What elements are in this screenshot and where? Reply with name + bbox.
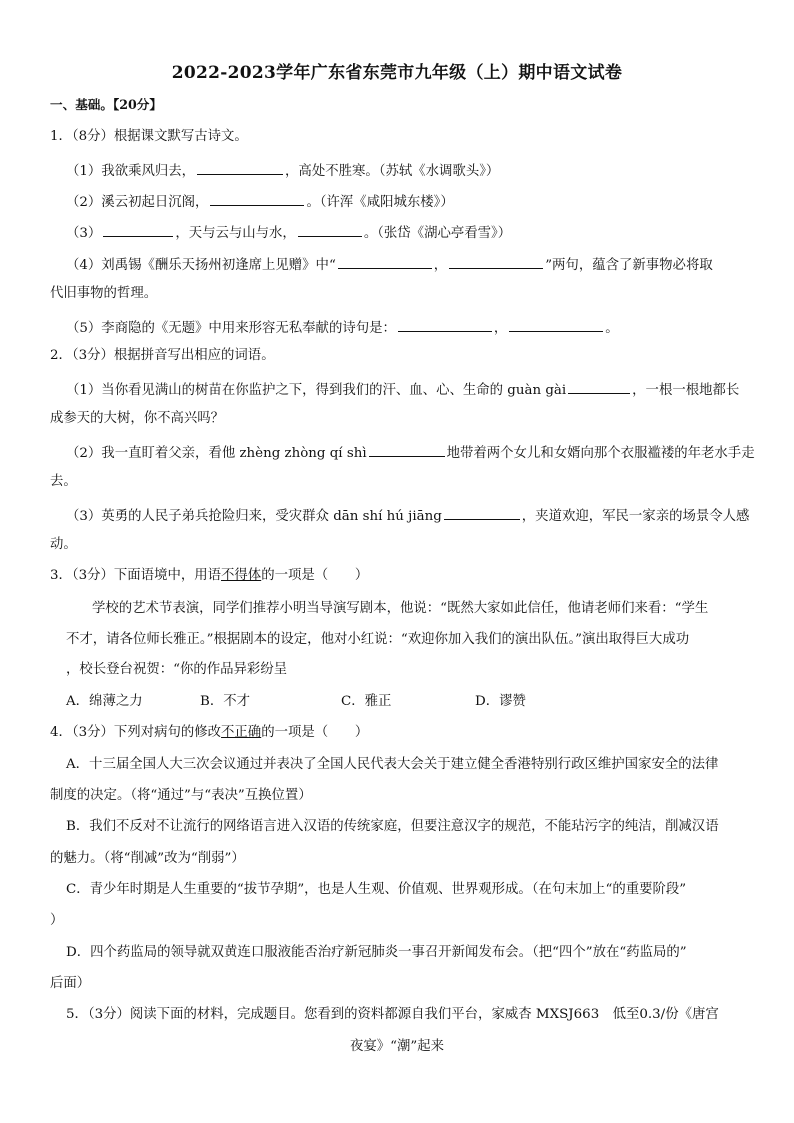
q4-option-b-cont: 的魅力。（将“削减”改为“削弱”） <box>50 851 245 866</box>
q1-item-4-text-c: ”两句，蕴含了新事物必将取 <box>545 258 713 273</box>
q4-stem-underlined: 不正确 <box>221 725 262 740</box>
q1-item-5-text-c: 。 <box>605 321 619 336</box>
q1-stem: 1．（8分）根据课文默写古诗文。 <box>50 129 248 144</box>
q4-option-c-cont: ） <box>50 913 64 928</box>
q4-stem-text-a: 4．（3分）下列对病句的修改 <box>50 725 222 740</box>
q4-option-a-cont: 制度的决定。（将“通过”与“表决”互换位置） <box>50 788 312 803</box>
q4-stem <box>50 724 368 742</box>
q2-item-1-text-b: ，一根一根地都长 <box>632 383 740 398</box>
q1-item-2 <box>66 191 454 212</box>
q1-item-2-text-a: （2）溪云初起日沉阁， <box>66 195 209 210</box>
q2-item-1-cont: 成参天的大树，你不高兴吗？ <box>50 411 225 426</box>
q2-item-2 <box>66 442 755 463</box>
q2-item-2-text-b: 地带着两个女儿和女婿向那个衣服褴褛的年老水手走 <box>446 446 755 461</box>
q3-stem <box>50 567 368 585</box>
q1-item-4-cont: 代旧事物的哲理。 <box>50 286 158 301</box>
q1-item-1 <box>66 160 499 181</box>
q1-item-4 <box>66 254 713 275</box>
q2-item-3 <box>66 505 749 526</box>
answer-blank[interactable] <box>210 191 304 206</box>
q4-option-a[interactable]: A．十三届全国人大三次会议通过并表决了全国人民代表大会关于建立健全香港特别行政区维护国家安全的法律 <box>66 757 719 772</box>
q2-item-1-text-a: （1）当你看见满山的树苗在你监护之下，得到我们的汗、血、心、生命的 guàn gài <box>66 383 567 398</box>
q1-item-3-text-c: 。（张岱《湖心亭看雪》） <box>363 226 512 241</box>
q3-passage-line-3: ，校长登台祝贺：“你的作品异彩纷呈 <box>66 662 288 677</box>
option-b[interactable]: B．不才 <box>200 694 251 709</box>
q2-item-1 <box>66 379 739 400</box>
answer-blank[interactable] <box>369 442 445 457</box>
q2-item-2-cont: 去。 <box>50 474 77 489</box>
q1-item-5 <box>66 317 619 338</box>
q4-option-d-cont: 后面） <box>50 976 91 991</box>
answer-blank[interactable] <box>298 222 362 237</box>
q1-item-3 <box>66 222 511 243</box>
q2-item-3-cont: 动。 <box>50 537 77 552</box>
answer-blank[interactable] <box>338 254 432 269</box>
q5-stem: 5．（3分）阅读下面的材料，完成题目。您看到的资料都源自我们平台，家威杏 MXSJ663 低至0.3/份《唐宫 <box>66 1007 719 1022</box>
q2-item-2-text-a: （2）我一直盯着父亲，看他 zhèng zhòng qí shì <box>66 446 367 461</box>
q1-item-1-text-b: ，高处不胜寒。（苏轼《水调歌头》） <box>285 164 500 179</box>
answer-blank[interactable] <box>197 160 283 175</box>
answer-blank[interactable] <box>509 317 603 332</box>
q3-passage-line-2: 不才，请各位师长雅正。”根据剧本的设定，他对小红说：“欢迎你加入我们的演出队伍。”演出取得巨大成功 <box>66 632 690 647</box>
q1-item-4-text-b: ， <box>433 258 448 273</box>
q1-item-2-text-b: 。（许浑《咸阳城东楼》） <box>306 195 454 210</box>
q1-item-3-text-a: （3） <box>66 226 102 241</box>
q2-item-3-text-a: （3）英勇的人民子弟兵抢险归来，受灾群众 dān shí hú jiāng <box>66 509 442 524</box>
q5-stem-cont: 夜宴》“潮”起来 <box>349 1039 445 1054</box>
option-c[interactable]: C．雅正 <box>341 694 392 709</box>
answer-blank[interactable] <box>449 254 543 269</box>
q1-item-3-text-b: ，天与云与山与水， <box>175 226 296 241</box>
q1-item-4-text-a: （4）刘禹锡《酬乐天扬州初逢席上见赠》中“ <box>66 258 336 273</box>
q4-option-d[interactable]: D．四个药监局的领导就双黄连口服液能否治疗新冠肺炎一事召开新闻发布会。（把“四个”放在“药监局的” <box>66 945 687 960</box>
q3-options <box>66 693 575 711</box>
q1-item-5-text-a: （5）李商隐的《无题》中用来形容无私奉献的诗句是： <box>66 321 396 336</box>
answer-blank[interactable] <box>444 505 520 520</box>
q3-stem-text-a: 3．（3分）下面语境中，用语 <box>50 568 222 583</box>
q2-item-3-text-b: ，夹道欢迎，军民一家亲的场景令人感 <box>521 509 750 524</box>
answer-blank[interactable] <box>103 222 173 237</box>
q3-stem-text-b: 的一项是（ ） <box>261 568 369 583</box>
q2-stem: 2．（3分）根据拼音写出相应的词语。 <box>50 348 275 363</box>
q1-item-5-text-b: ， <box>493 321 508 336</box>
section-heading: 一、基础。【20分】 <box>50 97 162 112</box>
answer-blank[interactable] <box>398 317 492 332</box>
q3-stem-underlined: 不得体 <box>221 568 262 583</box>
page-title: 2022-2023学年广东省东莞市九年级（上）期中语文试卷 <box>171 63 623 83</box>
option-d[interactable]: D．谬赞 <box>475 694 526 709</box>
q4-option-c[interactable]: C．青少年时期是人生重要的“拔节孕期”，也是人生观、价值观、世界观形成。（在句末加上“的重要阶段” <box>66 882 687 897</box>
q3-passage-line-1: 学校的艺术节表演，同学们推荐小明当导演写剧本，他说：“既然大家如此信任，他请老师们来看：“学生 <box>92 601 709 616</box>
option-a[interactable]: A．绵薄之力 <box>66 694 143 709</box>
answer-blank[interactable] <box>568 379 630 394</box>
q4-option-b[interactable]: B．我们不反对不让流行的网络语言进入汉语的传统家庭，但要注意汉字的规范，不能玷污字的纯洁，削减汉语 <box>66 819 719 834</box>
q4-stem-text-b: 的一项是（ ） <box>261 725 369 740</box>
q1-item-1-text-a: （1）我欲乘风归去， <box>66 164 196 179</box>
